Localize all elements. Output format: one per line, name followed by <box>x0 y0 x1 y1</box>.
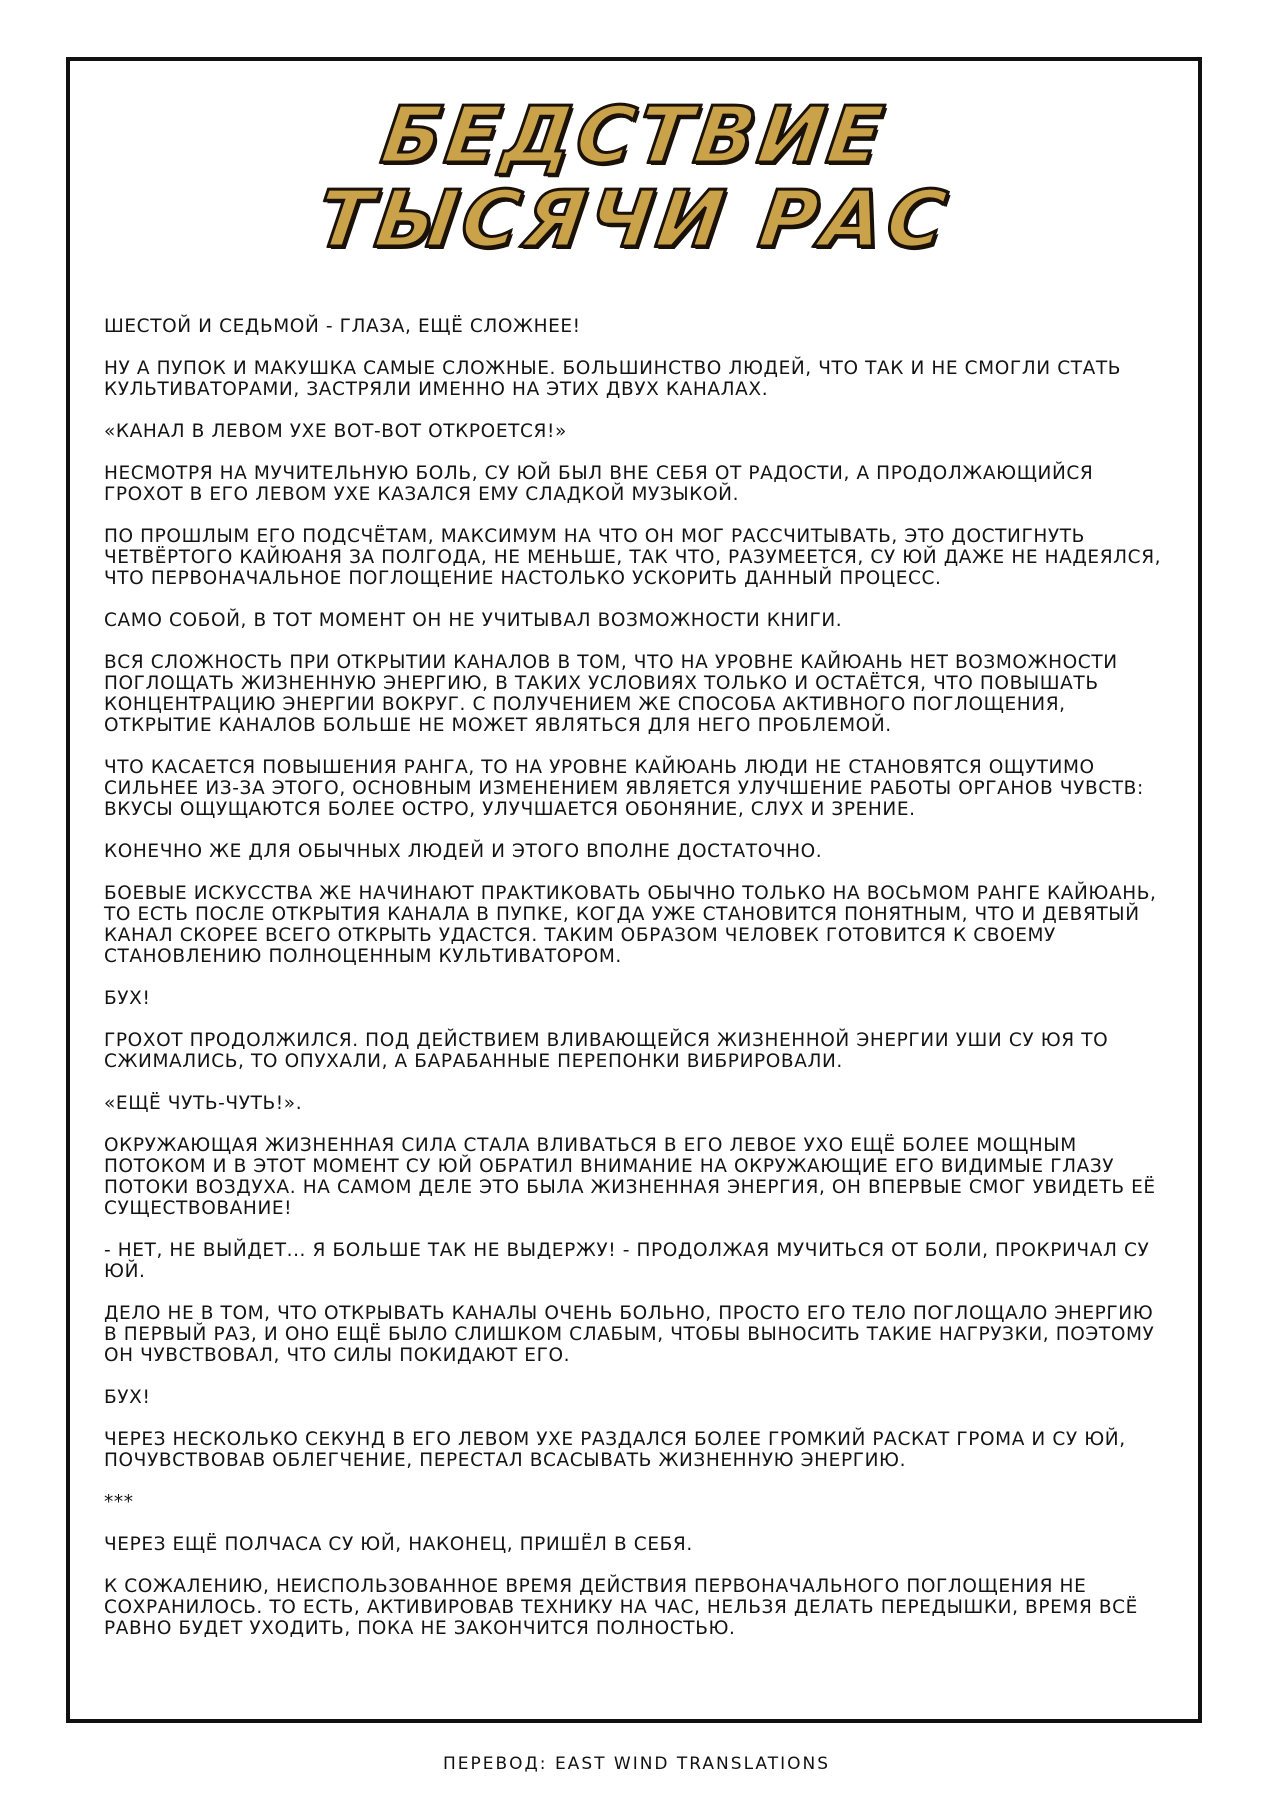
title-line-1: БЕДСТВИЕ <box>376 91 892 181</box>
paragraph: «КАНАЛ В ЛЕВОМ УХЕ ВОТ-ВОТ ОТКРОЕТСЯ!» <box>104 421 567 442</box>
paragraph: ВСЯ СЛОЖНОСТЬ ПРИ ОТКРЫТИИ КАНАЛОВ В ТОМ, ЧТО НА УРОВНЕ КАЙЮАНЬ НЕТ ВОЗМОЖНОСТИ ПОГЛОЩАТЬ ЖИЗНЕННУЮ ЭНЕРГИЮ, В ТАКИХ УСЛОВИЯХ ТОЛЬКО И ОСТАЁТСЯ, ЧТО ПОВЫШАТЬ КОНЦЕНТРАЦИЮ ЭНЕРГИИ ВОКРУГ. С ПОЛУЧЕНИЕМ ЖЕ СПОСОБА АКТИВНОГО ПОГЛОЩЕНИЯ, ОТКРЫТИЕ КАНАЛОВ БОЛЬШЕ НЕ МОЖЕТ ЯВЛЯТЬСЯ ДЛЯ НЕГО ПРОБЛЕМОЙ. <box>104 652 1118 736</box>
title-logo <box>70 91 1198 265</box>
paragraph: НЕСМОТРЯ НА МУЧИТЕЛЬНУЮ БОЛЬ, СУ ЮЙ БЫЛ ВНЕ СЕБЯ ОТ РАДОСТИ, А ПРОДОЛЖАЮЩИЙСЯ ГРОХОТ В ЕГО ЛЕВОМ УХЕ КАЗАЛСЯ ЕМУ СЛАДКОЙ МУЗЫКОЙ. <box>104 463 1094 505</box>
paragraph: ПО ПРОШЛЫМ ЕГО ПОДСЧЁТАМ, МАКСИМУМ НА ЧТО ОН МОГ РАССЧИТЫВАТЬ, ЭТО ДОСТИГНУТЬ ЧЕТВЁРТОГО КАЙЮАНЯ ЗА ПОЛГОДА, НЕ МЕНЬШЕ, ТАК ЧТО, РАЗУМЕЕТСЯ, СУ ЮЙ ДАЖЕ НЕ НАДЕЯЛСЯ, ЧТО ПЕРВОНАЧАЛЬНОЕ ПОГЛОЩЕНИЕ НАСТОЛЬКО УСКОРИТЬ ДАННЫЙ ПРОЦЕСС. <box>104 526 1162 589</box>
paragraph: КОНЕЧНО ЖЕ ДЛЯ ОБЫЧНЫХ ЛЮДЕЙ И ЭТОГО ВПОЛНЕ ДОСТАТОЧНО. <box>104 841 823 862</box>
paragraph: ДЕЛО НЕ В ТОМ, ЧТО ОТКРЫВАТЬ КАНАЛЫ ОЧЕНЬ БОЛЬНО, ПРОСТО ЕГО ТЕЛО ПОГЛОЩАЛО ЭНЕРГИЮ В ПЕРВЫЙ РАЗ, И ОНО ЕЩЁ БЫЛО СЛИШКОМ СЛАБЫМ, ЧТОБЫ ВЫНОСИТЬ ТАКИЕ НАГРУЗКИ, ПОЭТОМУ ОН ЧУВСТВОВАЛ, ЧТО СИЛЫ ПОКИДАЮТ ЕГО. <box>104 1303 1155 1366</box>
paragraph: САМО СОБОЙ, В ТОТ МОМЕНТ ОН НЕ УЧИТЫВАЛ ВОЗМОЖНОСТИ КНИГИ. <box>104 610 843 631</box>
paragraph: ЧЕРЕЗ ЕЩЁ ПОЛЧАСА СУ ЮЙ, НАКОНЕЦ, ПРИШЁЛ В СЕБЯ. <box>104 1534 693 1555</box>
paragraph: - НЕТ, НЕ ВЫЙДЕТ... Я БОЛЬШЕ ТАК НЕ ВЫДЕРЖУ! - ПРОДОЛЖАЯ МУЧИТЬСЯ ОТ БОЛИ, ПРОКРИЧАЛ СУ ЮЙ. <box>104 1240 1150 1282</box>
page-frame <box>66 57 1202 1723</box>
translator-credit: ПЕРЕВОД: EAST WIND TRANSLATIONS <box>442 1754 831 1774</box>
paragraph: БОЕВЫЕ ИСКУССТВА ЖЕ НАЧИНАЮТ ПРАКТИКОВАТЬ ОБЫЧНО ТОЛЬКО НА ВОСЬМОМ РАНГЕ КАЙЮАНЬ, ТО ЕСТЬ ПОСЛЕ ОТКРЫТИЯ КАНАЛА В ПУПКЕ, КОГДА УЖЕ СТАНОВИТСЯ ПОНЯТНЫМ, ЧТО И ДЕВЯТЫЙ КАНАЛ СКОРЕЕ ВСЕГО ОТКРЫТЬ УДАСТСЯ. ТАКИМ ОБРАЗОМ ЧЕЛОВЕК ГОТОВИТСЯ К СВОЕМУ СТАНОВЛЕНИЮ ПОЛНОЦЕННЫМ КУЛЬТИВАТОРОМ. <box>104 883 1157 967</box>
paragraph: К СОЖАЛЕНИЮ, НЕИСПОЛЬЗОВАННОЕ ВРЕМЯ ДЕЙСТВИЯ ПЕРВОНАЧАЛЬНОГО ПОГЛОЩЕНИЯ НЕ СОХРАНИЛОСЬ. ТО ЕСТЬ, АКТИВИРОВАВ ТЕХНИКУ НА ЧАС, НЕЛЬЗЯ ДЕЛАТЬ ПЕРЕДЫШКИ, ВРЕМЯ ВСЁ РАВНО БУДЕТ УХОДИТЬ, ПОКА НЕ ЗАКОНЧИТСЯ ПОЛНОСТЬЮ. <box>104 1576 1138 1639</box>
paragraph: ЧТО КАСАЕТСЯ ПОВЫШЕНИЯ РАНГА, ТО НА УРОВНЕ КАЙЮАНЬ ЛЮДИ НЕ СТАНОВЯТСЯ ОЩУТИМО СИЛЬНЕЕ ИЗ-ЗА ЭТОГО, ОСНОВНЫМ ИЗМЕНЕНИЕМ ЯВЛЯЕТСЯ УЛУЧШЕНИЕ РАБОТЫ ОРГАНОВ ЧУВСТВ: ВКУСЫ ОЩУЩАЮТСЯ БОЛЕЕ ОСТРО, УЛУЧШАЕТСЯ ОБОНЯНИЕ, СЛУХ И ЗРЕНИЕ. <box>104 757 1144 820</box>
paragraph: БУХ! <box>104 988 151 1009</box>
paragraph: ОКРУЖАЮЩАЯ ЖИЗНЕННАЯ СИЛА СТАЛА ВЛИВАТЬСЯ В ЕГО ЛЕВОЕ УХО ЕЩЁ БОЛЕЕ МОЩНЫМ ПОТОКОМ И В ЭТОТ МОМЕНТ СУ ЮЙ ОБРАТИЛ ВНИМАНИЕ НА ОКРУЖАЮЩИЕ ЕГО ВИДИМЫЕ ГЛАЗУ ПОТОКИ ВОЗДУХА. НА САМОМ ДЕЛЕ ЭТО БЫЛА ЖИЗНЕННАЯ ЭНЕРГИЯ, ОН ВПЕРВЫЕ СМОГ УВИДЕТЬ ЕЁ СУЩЕСТВОВАНИЕ! <box>104 1135 1156 1219</box>
paragraph: НУ А ПУПОК И МАКУШКА САМЫЕ СЛОЖНЫЕ. БОЛЬШИНСТВО ЛЮДЕЙ, ЧТО ТАК И НЕ СМОГЛИ СТАТЬ КУЛЬТИВАТОРАМИ, ЗАСТРЯЛИ ИМЕННО НА ЭТИХ ДВУХ КАНАЛАХ. <box>104 358 1122 400</box>
paragraph: ЧЕРЕЗ НЕСКОЛЬКО СЕКУНД В ЕГО ЛЕВОМ УХЕ РАЗДАЛСЯ БОЛЕЕ ГРОМКИЙ РАСКАТ ГРОМА И СУ ЮЙ, ПОЧУВСТВОВАВ ОБЛЕГЧЕНИЕ, ПЕРЕСТАЛ ВСАСЫВАТЬ ЖИЗНЕННУЮ ЭНЕРГИЮ. <box>104 1429 1126 1471</box>
title-line-2: ТЫСЯЧИ РАС <box>311 175 957 265</box>
paragraph: ГРОХОТ ПРОДОЛЖИЛСЯ. ПОД ДЕЙСТВИЕМ ВЛИВАЮЩЕЙСЯ ЖИЗНЕННОЙ ЭНЕРГИИ УШИ СУ ЮЯ ТО СЖИМАЛИСЬ, ТО ОПУХАЛИ, А БАРАБАННЫЕ ПЕРЕПОНКИ ВИБРИРОВАЛИ. <box>104 1030 1109 1072</box>
paragraph: БУХ! <box>104 1387 151 1408</box>
paragraph: ШЕСТОЙ И СЕДЬМОЙ - ГЛАЗА, ЕЩЁ СЛОЖНЕЕ! <box>104 316 581 337</box>
paragraph: «ЕЩЁ ЧУТЬ-ЧУТЬ!». <box>104 1093 303 1114</box>
paragraph: *** <box>104 1492 134 1513</box>
body-text <box>104 316 1164 1660</box>
